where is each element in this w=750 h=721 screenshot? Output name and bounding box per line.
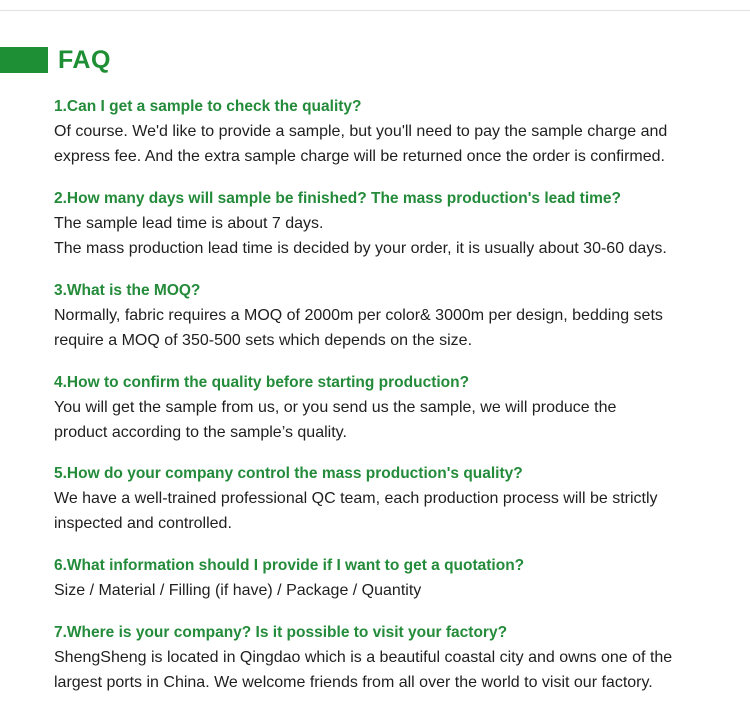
faq-answer-line: express fee. And the extra sample charge will be returned once the order is confirmed. bbox=[54, 148, 665, 165]
faq-question: 1.Can I get a sample to check the quality? bbox=[54, 98, 362, 115]
page-title: FAQ bbox=[58, 46, 111, 74]
faq-answer-line: Normally, fabric requires a MOQ of 2000m per color& 3000m per design, bedding sets bbox=[54, 307, 663, 324]
header-accent-bar bbox=[0, 47, 48, 73]
faq-item-1 bbox=[54, 94, 744, 169]
faq-answer-line: We have a well-trained professional QC team, each production process will be strictly bbox=[54, 490, 658, 507]
faq-answer-line: ShengSheng is located in Qingdao which is a beautiful coastal city and owns one of the bbox=[54, 649, 673, 666]
faq-answer-line: product according to the sample’s quality. bbox=[54, 424, 347, 441]
faq-item-3 bbox=[54, 278, 744, 353]
top-divider bbox=[0, 10, 750, 11]
faq-item-7 bbox=[54, 620, 744, 695]
faq-answer-line: largest ports in China. We welcome friends from all over the world to visit our factory. bbox=[54, 674, 653, 691]
faq-answer-line: require a MOQ of 350-500 sets which depends on the size. bbox=[54, 332, 473, 349]
faq-question: 4.How to confirm the quality before starting production? bbox=[54, 374, 470, 391]
faq-question: 5.How do your company control the mass production's quality? bbox=[54, 465, 523, 482]
faq-question: 3.What is the MOQ? bbox=[54, 282, 201, 299]
faq-answer-line: Of course. We'd like to provide a sample, but you'll need to pay the sample charge and bbox=[54, 123, 668, 140]
faq-answer-line: inspected and controlled. bbox=[54, 515, 232, 532]
faq-item-4 bbox=[54, 370, 744, 445]
faq-question: 2.How many days will sample be finished? The mass production's lead time? bbox=[54, 190, 621, 207]
faq-question: 6.What information should I provide if I want to get a quotation? bbox=[54, 557, 525, 574]
faq-item-2 bbox=[54, 186, 744, 261]
faq-answer-line: The mass production lead time is decided by your order, it is usually about 30-60 days. bbox=[54, 240, 667, 257]
faq-answer-line: You will get the sample from us, or you send us the sample, we will produce the bbox=[54, 399, 617, 416]
faq-header bbox=[0, 46, 111, 74]
faq-item-5 bbox=[54, 461, 744, 536]
faq-question: 7.Where is your company? Is it possible to visit your factory? bbox=[54, 624, 508, 641]
faq-answer-line: The sample lead time is about 7 days. bbox=[54, 215, 324, 232]
faq-item-6 bbox=[54, 553, 744, 603]
faq-answer-line: Size / Material / Filling (if have) / Package / Quantity bbox=[54, 582, 422, 599]
